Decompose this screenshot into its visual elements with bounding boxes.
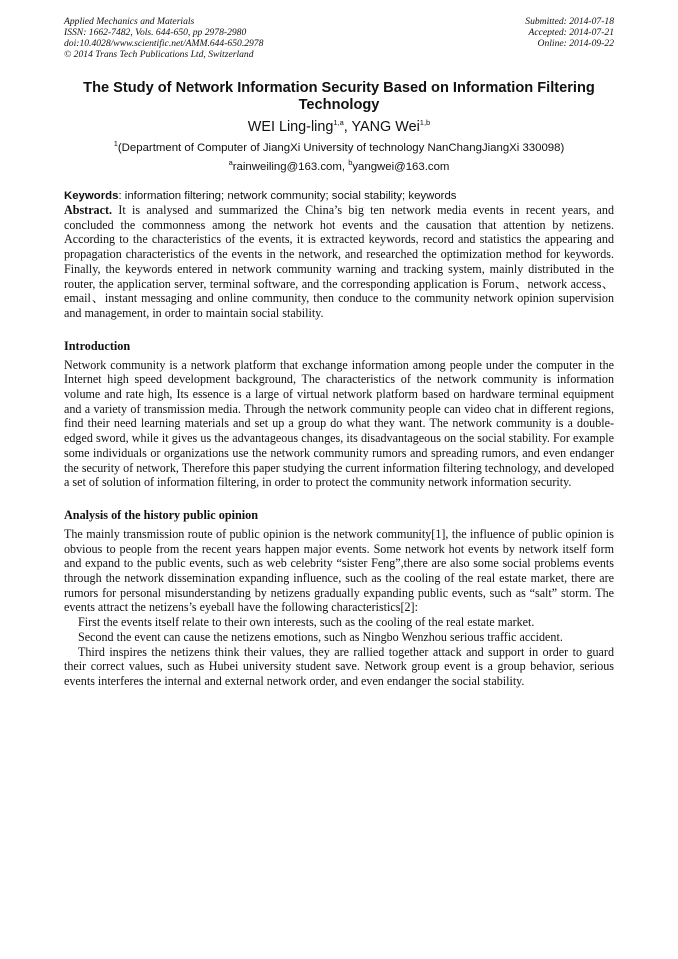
affiliation xyxy=(64,141,614,155)
keywords-line xyxy=(64,189,614,203)
analysis-paragraph: The mainly transmission route of public opinion is the network community[1], the influence of public opinion is obvious to people from the recent years happen major events. Some network hot events by network itself form and expand to the public events, such as web celebrity “sister Feng”,there are also some social problems events through the network dissemination expanding influence, such as the cooling of the real estate market, there are rumors for personal misunderstanding by netizens gradually expanding public events, such as “salt” storm. The events attract the netizens’s eyeball have the following characteristics[2]: xyxy=(64,526,614,615)
email-link[interactable]: rainweiling@163.com xyxy=(232,161,342,173)
section-heading-analysis: Analysis of the history public opinion xyxy=(64,507,259,522)
section-heading-introduction: Introduction xyxy=(64,338,131,353)
email-separator: , xyxy=(341,161,349,173)
paper-page xyxy=(64,16,614,689)
keywords-label: Keywords xyxy=(64,190,119,202)
author-line xyxy=(64,118,614,137)
email-link[interactable]: yangwei@163.com xyxy=(352,161,450,173)
abstract-paragraph xyxy=(64,203,614,321)
email-superscript: a xyxy=(228,158,233,168)
author-name: YANG Wei xyxy=(351,119,420,135)
analysis-paragraph: Second the event can cause the netizens emotions, such as Ningbo Wenzhou serious traffic accident. xyxy=(78,629,563,644)
accepted-date: Accepted: 2014-07-21 xyxy=(528,27,614,38)
analysis-paragraph: First the events itself relate to their own interests, such as the cooling of the real estate market. xyxy=(78,615,535,630)
journal-name: Applied Mechanics and Materials xyxy=(64,16,195,27)
paper-title: The Study of Network Information Security Based on Information Filtering Technology xyxy=(83,80,595,113)
email-superscript: b xyxy=(348,158,353,168)
online-date: Online: 2014-09-22 xyxy=(537,38,614,49)
copyright-line: © 2014 Trans Tech Publications Ltd, Switzerland xyxy=(64,49,254,60)
abstract-label: Abstract. xyxy=(64,203,113,217)
author-name: WEI Ling-ling xyxy=(247,119,334,135)
affiliation-text: (Department of Computer of JiangXi University of technology NanChangJiangXi 330098) xyxy=(117,142,565,154)
author-superscript: 1,b xyxy=(419,118,431,128)
submitted-date: Submitted: 2014-07-18 xyxy=(525,16,614,27)
publication-info xyxy=(64,16,263,60)
author-superscript: 1,a xyxy=(333,118,344,128)
analysis-paragraph: Third inspires the netizens think their values, they are rallied together attack and support in order to guard their correct values, such as Hubei university student save. Network group event is a group behavior, serious events interferes the internal and external network order, and even endanger the social stability. xyxy=(64,644,614,688)
introduction-paragraph: Network community is a network platform that exchange information among people under the computer in the Internet high speed development background, The characteristics of the network community is information volume and rate high, Its essence is a large of virtual network platform based on hardware terminal equipment and a variety of transmission media. Through the network community people can video chat in different regions, find their need learning materials and set up a group do what they want. The network community is a double-edged sword, while it gives us the advantageous changes, its disadvantageous on the social stability. For example some individuals or organizations use the network community rumors and spreading rumors, and even endanger the security of network, Therefore this paper studying the current information filtering technology, and developed a set of solution of information filtering, in order to protect the community network information security. xyxy=(64,357,614,490)
issn-line: ISSN: 1662-7482, Vols. 644-650, pp 2978-2980 xyxy=(64,27,247,38)
abstract-text: It is analysed and summarized the China’s big ten network media events in recent years, and concluded the commonness among the network hot events and the causation that attention by netizens. According to the characteristics of the events, it is extracted keywords, record and statistics the appearing and propagation characteristics of the events in the network, and researched the optimization method for keywords. Finally, the keywords entered in network community warning and tracking system, mainly distributed in the router, the application server, terminal software, and the corresponding application is Forum、network access、email、instant messaging and online community, then conduce to the community network opinion supervision and management, in order to maintain social stability. xyxy=(64,203,614,320)
keywords-text: : information filtering; network community; social stability; keywords xyxy=(118,190,457,202)
dates-info xyxy=(525,16,614,60)
running-header xyxy=(64,16,614,60)
author-separator: , xyxy=(343,119,352,135)
affiliation-superscript: 1 xyxy=(113,139,118,149)
email-line xyxy=(64,160,614,174)
doi-line: doi:10.4028/www.scientific.net/AMM.644-650.2978 xyxy=(64,38,264,49)
